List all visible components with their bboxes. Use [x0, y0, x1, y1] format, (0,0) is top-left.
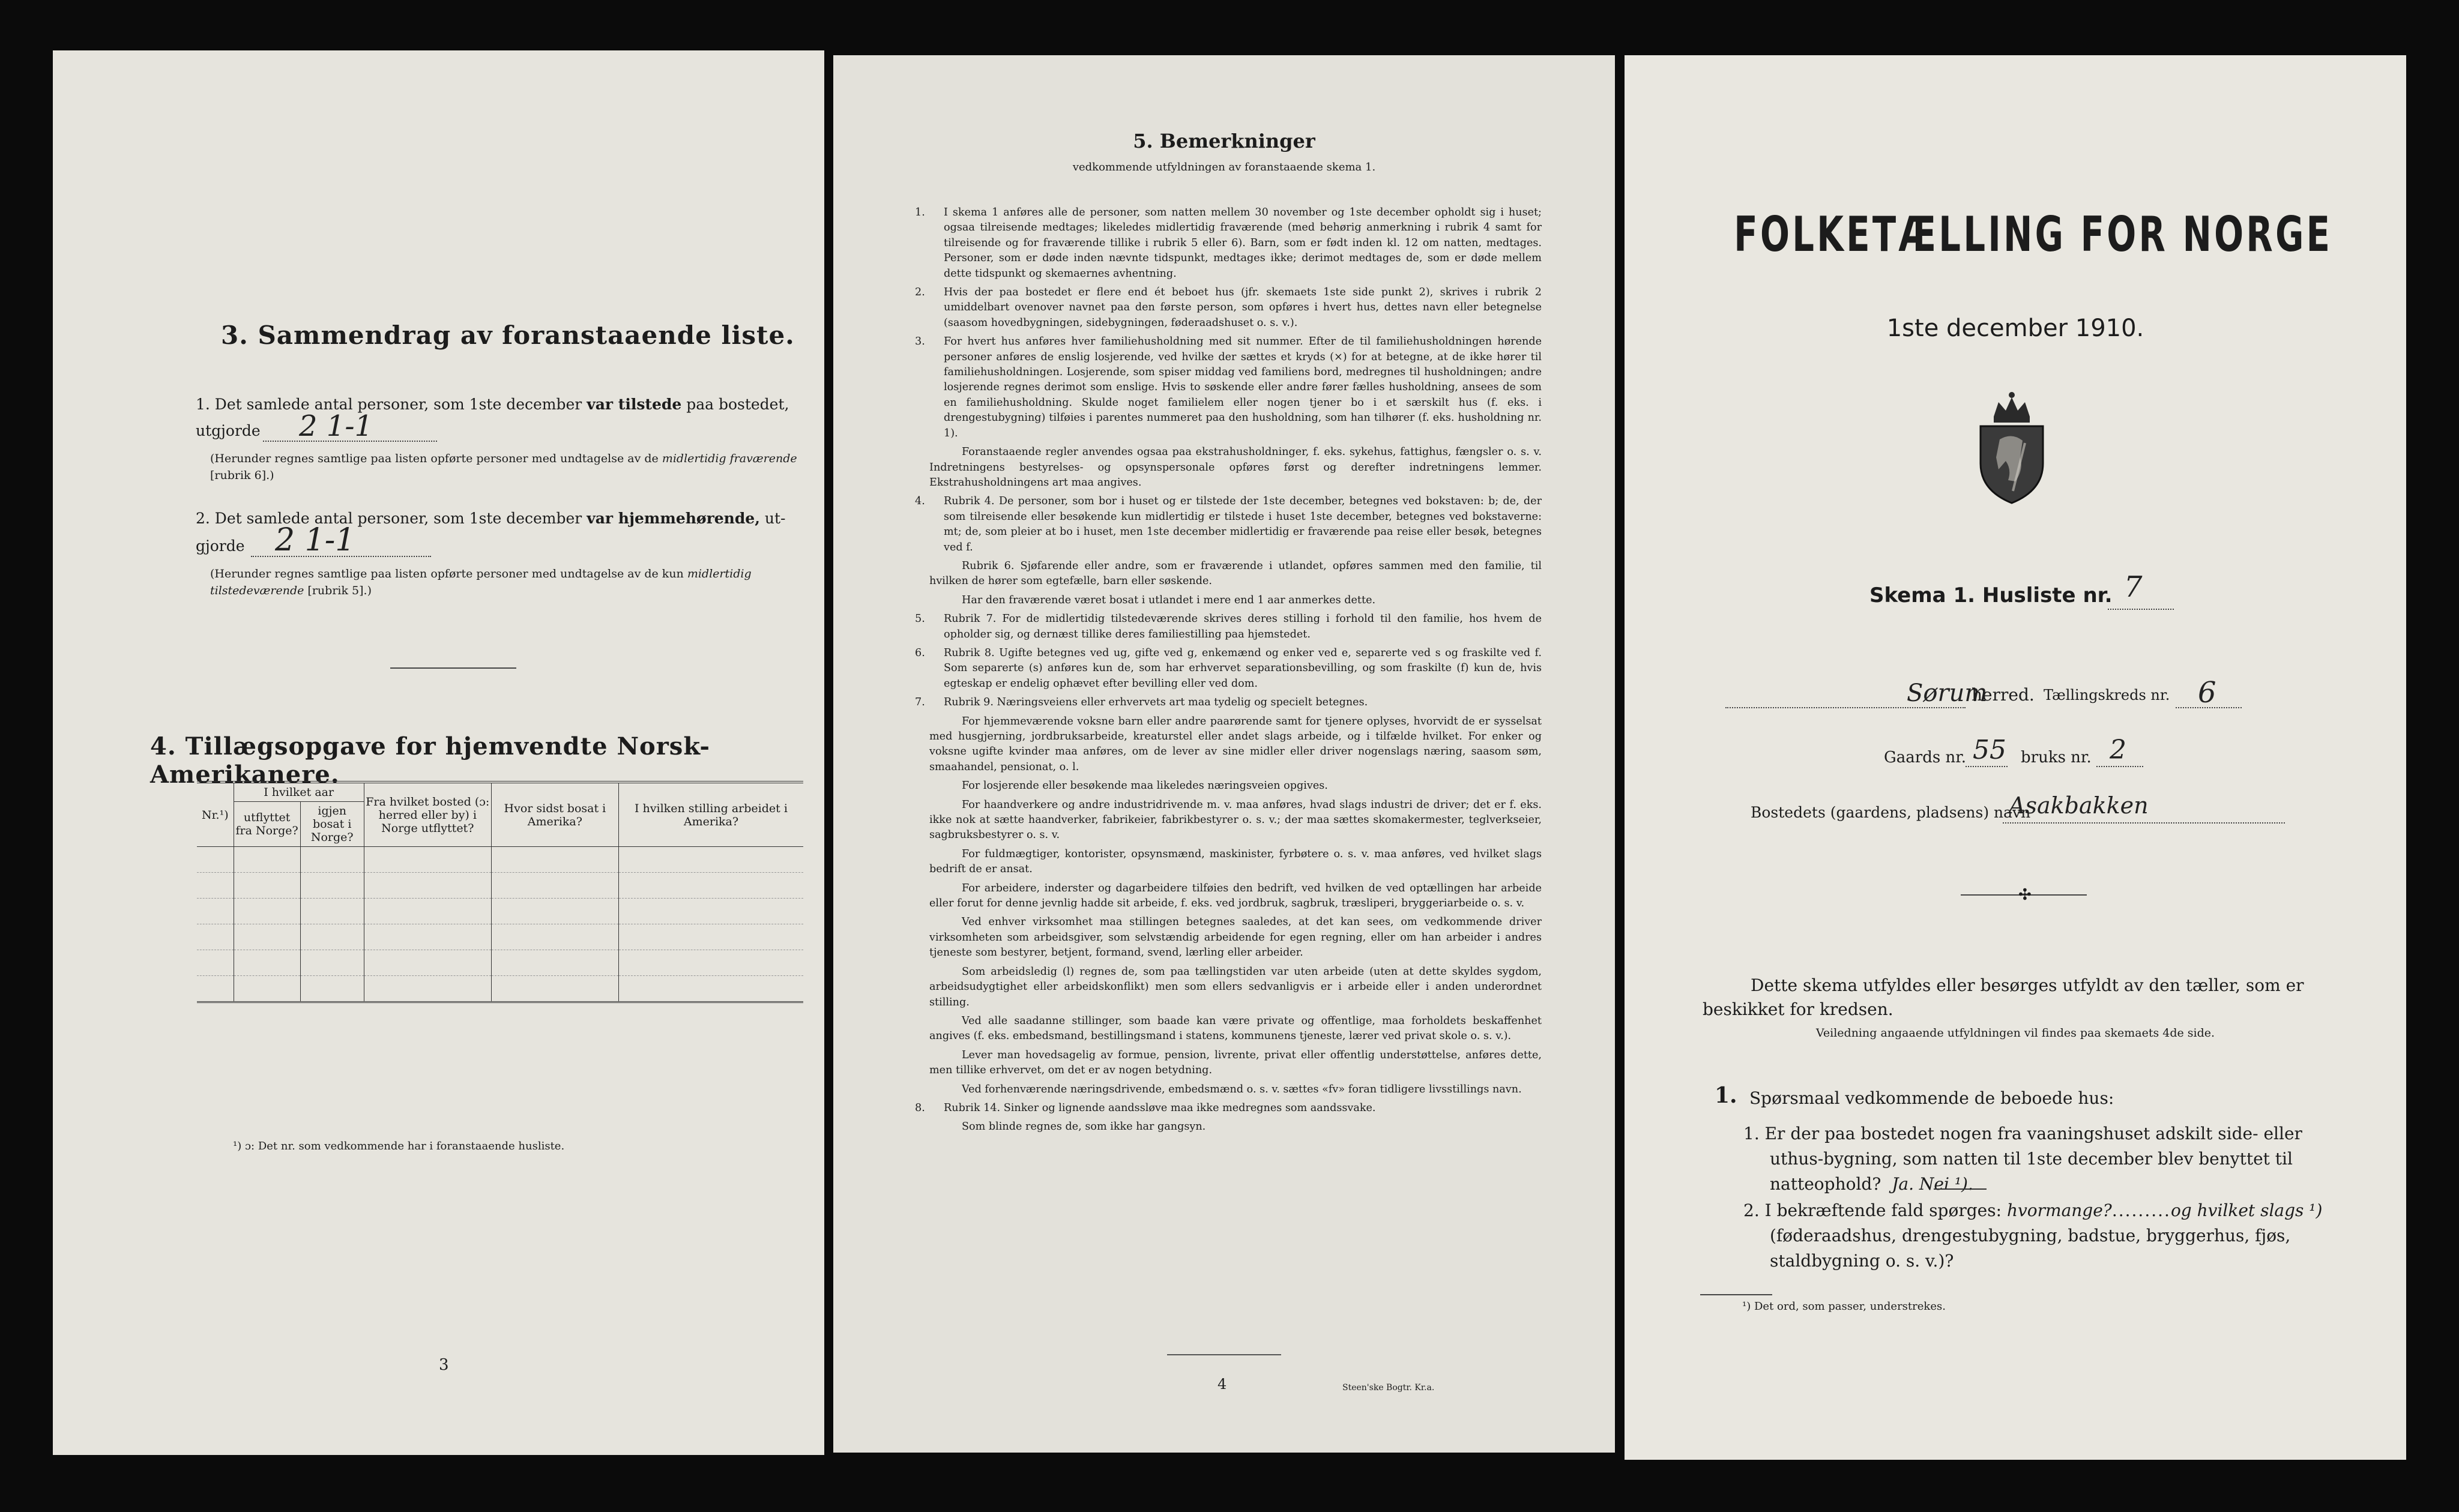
bruks-value: 2 — [2110, 735, 2126, 765]
table-cell — [234, 899, 300, 924]
bosted-label: Bostedets (gaardens, pladsens) navn — [1751, 804, 2031, 821]
remark-text: I skema 1 anføres alle de personer, som natten mellem 30 november og 1ste december opholdt sig i huset; ogsaa tilreisende medtages; likeledes midlertidig fraværende (med behørig anmerkning i rubrik 4 samt for tilreisende og for fraværende tillike i rubrik 5 eller 6). Barn, som er født inden kl. 12 om natten, medtages. Personer, som er døde inden nævnte tidspunkt, medtages ikke; derimot medtages de, som er døde mellem dette tidspunkt og skemaernes avhentning. — [944, 206, 1542, 280]
table-cell — [364, 976, 491, 1002]
remark-item — [929, 445, 1542, 490]
table-cell — [197, 950, 234, 976]
page-number-middle: 4 — [1217, 1376, 1227, 1393]
remark-item — [915, 646, 1542, 691]
table-cell — [300, 899, 364, 924]
page-number-left: 3 — [439, 1356, 449, 1374]
bruks-label: bruks nr. — [2021, 748, 2092, 767]
remark-item — [929, 1082, 1542, 1097]
remark-number: 8. — [915, 1101, 925, 1114]
page-middle — [833, 55, 1615, 1453]
remark-text: Som arbeidsledig (l) regnes de, som paa tællingstiden var uten arbeide (uten at dette skyldes sygdom, arbeidsudygtighet eller arbeidskonflikt) men som ellers sedvanligvis er i arbeide eller i anden underordnet stilling. — [929, 965, 1542, 1008]
bosted-value: Asakbakken — [2009, 792, 2149, 819]
remark-text: Rubrik 6. Sjøfarende eller andre, som er fraværende i utlandet, opføres sammen med den familie, til hvilken de hører som egtefælle, barn eller søskende. — [929, 559, 1542, 588]
remark-text: Foranstaaende regler anvendes ogsaa paa ekstrahusholdninger, f. eks. sykehus, fattighus, fængsler o. s. v. Indretningens bestyrelses- og opsynspersonale opføres først og derefter indretningens lemmer. Ekstrahusholdningens art maa angives. — [929, 446, 1542, 489]
page-left — [53, 50, 824, 1455]
table-cell — [234, 873, 300, 899]
remark-item — [929, 1014, 1542, 1044]
remark-text: For hjemmeværende voksne barn eller andre paarørende samt for tjenere oplyses, hvorvidt de er sysselsat med husgjerning, jordbruksarbeide, kreaturstel eller andet slags arbeide, og i tilfælde hvilket. For enker og voksne ugifte kvinder maa anføres, om de lever av sine midler eller driver nogenslags næring, saasom søm, smaahandel, pensionat, o. l. — [929, 715, 1542, 773]
bruks-line — [2096, 766, 2143, 767]
table-cell — [197, 847, 234, 873]
census-date: 1ste december 1910. — [1886, 315, 2144, 342]
husliste-number: 7 — [2124, 570, 2143, 604]
table-cell — [491, 924, 618, 950]
section4-footnote: ¹) ɔ: Det nr. som vedkommende har i foranstaaende husliste. — [233, 1140, 565, 1152]
bosted-line — [2003, 822, 2285, 824]
col-fra: Fra hvilket bosted (ɔ: herred eller by) i Norge utflyttet? — [364, 782, 491, 847]
q-heading: Spørsmaal vedkommende de beboede hus: — [1749, 1088, 2114, 1108]
table-row — [197, 976, 803, 1002]
herred-label: herred. — [1972, 685, 2035, 705]
veiledning-text: Veiledning angaaende utfyldningen vil findes paa skemaets 4de side. — [1815, 1026, 2215, 1040]
remark-number: 3. — [915, 336, 925, 348]
table-cell — [300, 873, 364, 899]
q1-text: 1. Er der paa bostedet nogen fra vaaningshuset adskilt side- eller uthus-bygning, som natten til 1ste december blev benyttet til natteophold? Ja. Nei ¹). — [1743, 1124, 2302, 1194]
remark-item — [915, 1101, 1542, 1116]
table-cell — [364, 873, 491, 899]
table-cell — [364, 924, 491, 950]
husliste-line — [2108, 609, 2174, 610]
table-cell — [364, 950, 491, 976]
table-cell — [300, 976, 364, 1002]
norsk-amerikaner-table — [197, 781, 803, 1003]
footnote-rule — [1700, 1294, 1772, 1295]
bemerkninger-title: 5. Bemerkninger — [1133, 130, 1315, 152]
table-cell — [234, 847, 300, 873]
table-cell — [197, 976, 234, 1002]
coat-of-arms-icon — [1970, 385, 2054, 505]
nei-underline — [1934, 1188, 1987, 1190]
q-number: 1. — [1715, 1083, 1737, 1108]
remark-item — [929, 798, 1542, 843]
table-cell — [618, 950, 803, 976]
remark-text: For arbeidere, inderster og dagarbeidere tilføies den bedrift, ved hvilken de ved optællingen har arbeide eller forut for denne jevnlig hadde sit arbeide, f. eks. ved jordbruk, sagbruk, træsliperi, bryggeriarbeide o. s. v. — [929, 882, 1542, 910]
remark-item — [929, 779, 1542, 794]
table-cell — [234, 976, 300, 1002]
remark-item — [929, 881, 1542, 912]
remark-text: For haandverkere og andre industridrivende m. v. maa anføres, hvad slags industri de driver; det er f. eks. ikke nok at sætte haandverker, fabrikeier, fabrikbestyrer o. s. v.; der maa sættes skomakermester, teglverkseier, sagbruksbestyrer o. s. v. — [929, 798, 1542, 842]
col-nr: Nr.¹) — [197, 782, 234, 847]
table-cell — [618, 873, 803, 899]
col-igjen: igjen bosat i Norge? — [300, 802, 364, 847]
remark-item — [929, 915, 1542, 960]
remark-item — [929, 714, 1542, 776]
remark-text: Ved enhver virksomhet maa stillingen betegnes saaledes, at det kan sees, om vedkommende driver virksomheten som arbeidsgiver, som selvstændig arbeidende for egen regning, eller om han arbeider i andres tjeneste som bestyrer, betjent, formand, svend, lærling eller arbeider. — [929, 916, 1542, 959]
remark-text: Rubrik 7. For de midlertidig tilstedeværende skrives deres stilling i forhold til den familie, hos hvem de opholder sig, og dernæst tillike deres familiestilling paa hjemstedet. — [944, 613, 1542, 640]
remark-text: Som blinde regnes de, som ikke har gangsyn. — [962, 1121, 1206, 1133]
printer-mark: Steen'ske Bogtr. Kr.a. — [1342, 1383, 1435, 1393]
table-cell — [197, 899, 234, 924]
remark-item — [915, 494, 1542, 555]
table-cell — [491, 847, 618, 873]
table-cell — [491, 976, 618, 1002]
intro-text: Dette skema utfyldes eller besørges utfyldt av den tæller, som er beskikket for kredsen. — [1703, 975, 2304, 1019]
remark-item — [915, 695, 1542, 710]
divider-middle — [1167, 1354, 1281, 1355]
table-cell — [618, 847, 803, 873]
remark-item — [915, 285, 1542, 331]
skema-label: Skema 1. Husliste nr. — [1869, 583, 2113, 607]
col-utflyttet: utflyttet fra Norge? — [234, 802, 300, 847]
herred-line — [1725, 707, 1966, 708]
remark-number: 1. — [915, 206, 925, 218]
remark-text: For hvert hus anføres hver familiehusholdning med sit nummer. Efter de til familiehusholdningen hørende personer anføres de enslig losjerende, ved hvilke der sættes et kryds (×) for at betegne, at de ikke hører til familiehusholdningen. Losjerende, som spiser middag ved familiens bord, medregnes til husholdningen; andre losjerende regnes derimot som enslige. Hvis to søskende eller andre fører fælles husholdning, ansees de som en familiehusholdning. Skulde noget familielem eller nogen tjener bo i et særskilt hus (f. eks. i drengestubygning) tilføies i parentes nummeret paa den husholdning, som han tilhører (f. eks. husholdning nr. 1). — [944, 336, 1542, 439]
kreds-label: Tællingskreds nr. — [2044, 687, 2170, 703]
divider — [390, 667, 516, 669]
col-stilling: I hvilken stilling arbeidet i Amerika? — [618, 782, 803, 847]
remark-text: Rubrik 9. Næringsveiens eller erhvervets art maa tydelig og specielt betegnes. — [944, 696, 1368, 709]
remark-item — [929, 965, 1542, 1010]
gaards-line — [1966, 766, 2008, 767]
kreds-value: 6 — [2198, 676, 2216, 709]
remark-text: Rubrik 14. Sinker og lignende aandssløve maa ikke medregnes som aandssvake. — [944, 1101, 1376, 1114]
item1-value: 2 1-1 — [299, 409, 373, 443]
bemerkninger-list — [915, 205, 1542, 1139]
table-cell — [618, 899, 803, 924]
table-cell — [300, 924, 364, 950]
table-row — [197, 847, 803, 873]
col-hvor: Hvor sidst bosat i Amerika? — [491, 782, 618, 847]
remark-item — [929, 1119, 1542, 1134]
col-group-aar: I hvilket aar — [234, 782, 364, 802]
remark-text: Rubrik 8. Ugifte betegnes ved ug, gifte ved g, enkemænd og enker ved e, separerte ved s og fraskilte ved f. Som separerte (s) anføres kun de, som har erhvervet separationsbevilling, og som fraskilte (f) kun de, hvis egteskap er endelig ophævet efter bevilling eller ved dom. — [944, 646, 1542, 690]
bemerkninger-subtitle: vedkommende utfyldningen av foranstaaende skema 1. — [1072, 161, 1376, 173]
table-row — [197, 873, 803, 899]
remark-text: Har den fraværende været bosat i utlandet i mere end 1 aar anmerkes dette. — [962, 594, 1376, 606]
remark-item — [929, 1048, 1542, 1079]
item1-text: 1. Det samlede antal personer, som 1ste december var tilstede paa bostedet, — [196, 396, 789, 413]
table-cell — [234, 924, 300, 950]
remark-item — [915, 205, 1542, 282]
table-cell — [364, 899, 491, 924]
table-row — [197, 924, 803, 950]
table-cell — [300, 847, 364, 873]
remark-item — [929, 847, 1542, 878]
item2-text: 2. Det samlede antal personer, som 1ste december var hjemmehørende, ut- — [196, 510, 786, 527]
remark-item — [915, 612, 1542, 642]
remark-text: Lever man hovedsagelig av formue, pension, livrente, privat eller offentlig understøttelse, anføres dette, men tillike erhvervet, om det er av nogen betydning. — [929, 1049, 1542, 1077]
remark-item — [929, 593, 1542, 608]
section4-title: 4. Tillægsopgave for hjemvendte Norsk-Amerikanere. — [150, 732, 711, 789]
table-cell — [491, 899, 618, 924]
remark-number: 6. — [915, 646, 925, 659]
remark-number: 4. — [915, 495, 925, 508]
ornament-icon: ✣ — [2018, 886, 2032, 904]
item1-note: (Herunder regnes samtlige paa listen opførte personer med undtagelse av de midlertidig fraværende [rubrik 6].) — [210, 452, 797, 482]
remark-text: Ved alle saadanne stillinger, som baade kan være private og offentlige, maa forholdets beskaffenhet angives (f. eks. embedsmand, bestillingsmand i statens, kommunens tjeneste, lærer ved privat skole o. s. v.). — [929, 1014, 1542, 1043]
remark-item — [929, 559, 1542, 589]
remark-text: Rubrik 4. De personer, som bor i huset og er tilstede der 1ste december, betegnes ved bokstaven: b; de, der som tilreisende eller besøkende kun midlertidig er tilstede i huset 1ste december, betegnes ved bokstaverne: mt; de, som pleier at bo i huset, men 1ste december midlertidig er fraværende paa reise eller besøk, betegnes ved f. — [944, 495, 1542, 553]
remark-text: Hvis der paa bostedet er flere end ét beboet hus (jfr. skemaets 1ste side punkt 2), skrives i rubrik 2 umiddelbart ovenover navnet paa den første person, som opføres i hvert hus, dettes navn eller betegnelse (saasom hovedbygningen, sidebygningen, føderaadshuset o. s. v.). — [944, 286, 1542, 329]
gaards-label: Gaards nr. — [1884, 748, 1967, 767]
table-cell — [197, 924, 234, 950]
table-cell — [618, 976, 803, 1002]
main-title: FOLKETÆLLING FOR NORGE — [1734, 206, 2333, 262]
remark-text: For losjerende eller besøkende maa likeledes næringsveien opgives. — [962, 780, 1328, 792]
table-cell — [364, 847, 491, 873]
item2-note: (Herunder regnes samtlige paa listen opførte personer med undtagelse av de kun midlertidig tilstedeværende [rubrik 5].) — [210, 567, 752, 597]
gaards-value: 55 — [1973, 735, 2006, 765]
remark-number: 7. — [915, 696, 925, 709]
remark-text: For fuldmægtiger, kontorister, opsynsmænd, maskinister, fyrbøtere o. s. v. maa anføres, ved hvilket slags bedrift de er ansat. — [929, 848, 1542, 876]
item1-prefix: utgjorde — [196, 422, 261, 439]
right-footnote: ¹) Det ord, som passer, understrekes. — [1742, 1300, 1946, 1313]
herred-value: Sørum — [1907, 679, 1988, 707]
table-cell — [197, 873, 234, 899]
section3-title: 3. Sammendrag av foranstaaende liste. — [221, 321, 795, 350]
item2-value: 2 1-1 — [275, 522, 355, 558]
table-cell — [618, 924, 803, 950]
remark-number: 5. — [915, 613, 925, 625]
item2-prefix: gjorde — [196, 537, 245, 555]
table-cell — [491, 873, 618, 899]
q2-text: 2. I bekræftende fald spørges: hvormange?.........og hvilket slags ¹) (føderaadshus, drengestubygning, badstue, bryggerhus, fjøs, staldbygning o. s. v.)? — [1743, 1200, 2323, 1271]
remark-text: Ved forhenværende næringsdrivende, embedsmænd o. s. v. sættes «fv» foran tidligere livsstillings navn. — [962, 1083, 1522, 1095]
table-cell — [300, 950, 364, 976]
remark-item — [915, 334, 1542, 441]
table-cell — [234, 950, 300, 976]
table-row — [197, 899, 803, 924]
table-row — [197, 950, 803, 976]
table-cell — [491, 950, 618, 976]
page-right — [1625, 55, 2406, 1460]
remark-number: 2. — [915, 286, 925, 299]
